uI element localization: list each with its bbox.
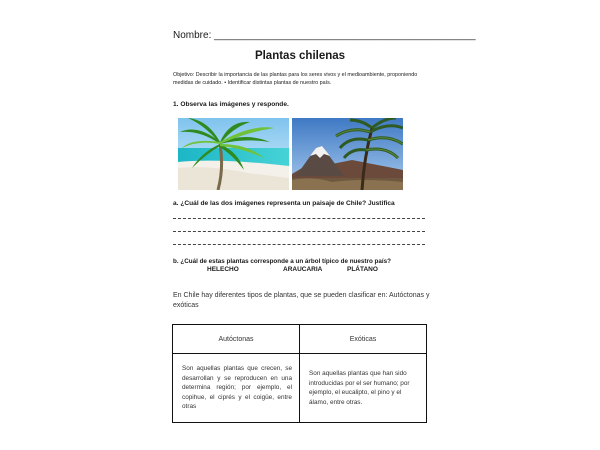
question-1: 1. Observa las imágenes y responde. bbox=[173, 101, 289, 108]
question-a: a. ¿Cuál de las dos imágenes representa un paisaje de Chile? Justifica bbox=[173, 200, 395, 207]
option-platano[interactable]: PLÁTANO bbox=[347, 266, 378, 273]
classification-intro: En Chile hay diferentes tipos de plantas, que se pueden clasificar en: Autóctonas y exóticas bbox=[173, 292, 430, 309]
name-field bbox=[173, 30, 476, 41]
option-helecho[interactable]: HELECHO bbox=[207, 266, 239, 273]
answer-line[interactable] bbox=[173, 218, 425, 219]
question-b: b. ¿Cuál de estas plantas corresponde a un árbol típico de nuestro país? bbox=[173, 258, 391, 265]
araucaria-volcano-image bbox=[292, 118, 403, 190]
answer-line[interactable] bbox=[173, 244, 425, 245]
option-araucaria[interactable]: ARAUCARIA bbox=[283, 266, 323, 273]
header-autoctonas: Autóctonas bbox=[173, 325, 300, 354]
page-title: Plantas chilenas bbox=[254, 50, 346, 62]
plant-classification-table bbox=[172, 324, 427, 423]
header-exoticas: Exóticas bbox=[300, 325, 427, 354]
name-label: Nombre: bbox=[173, 30, 212, 41]
palm-beach-image bbox=[178, 118, 289, 190]
definition-autoctonas: Son aquellas plantas que crecen, se desarrollan y se reproducen en una determina región; por ejemplo, el copihue, el ciprés y el coigüe, entre otras bbox=[173, 354, 300, 423]
definition-exoticas: Son aquellas plantas que han sido introducidas por el ser humano; por ejemplo, el eucalipto, el pino y el álamo, entre otras. bbox=[300, 354, 427, 423]
objective-text: Objetivo: Describir la importancia de las plantas para los seres vivos y el medioambiente, proponiendo medidas de cuidado. • Identificar distintas plantas de nuestro país. bbox=[173, 72, 418, 86]
name-blank-line: _______________________________________________ bbox=[214, 30, 476, 41]
answer-line[interactable] bbox=[173, 231, 425, 232]
